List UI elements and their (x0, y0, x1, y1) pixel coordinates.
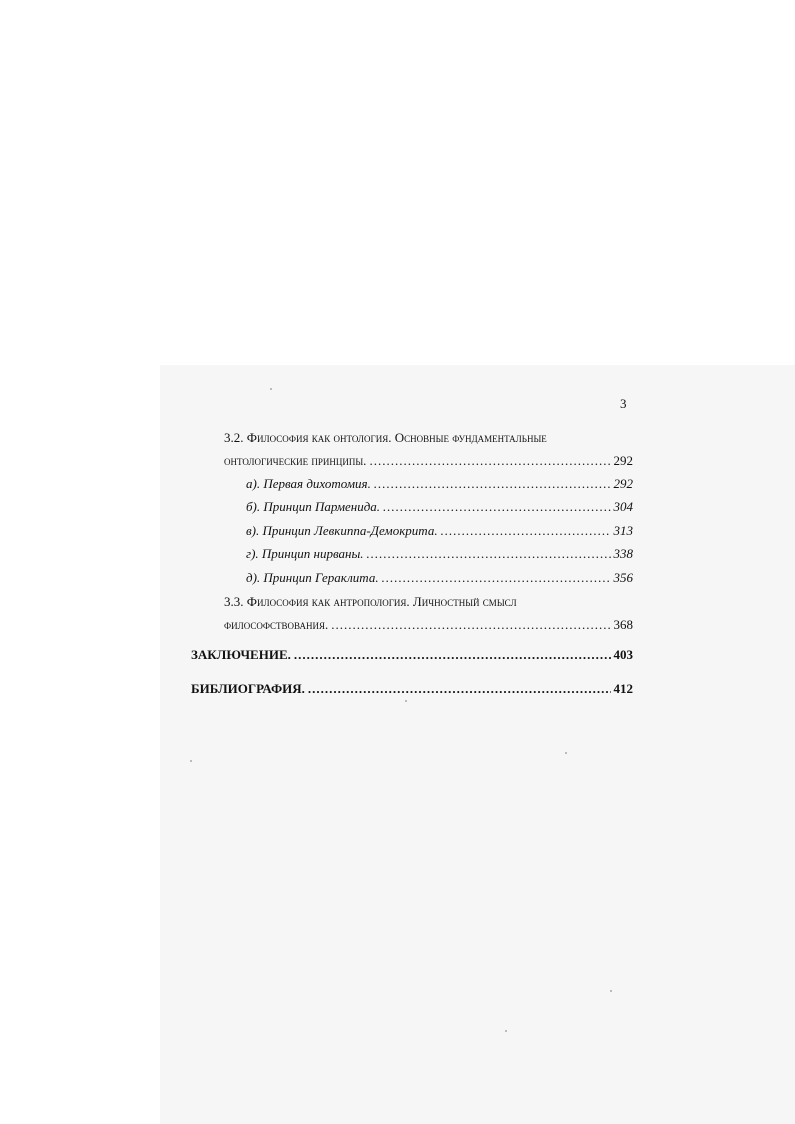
toc-leader-dots (374, 476, 611, 492)
toc-leader-dots (308, 681, 611, 697)
toc-subsection-label: г). Принцип нирваны. (246, 546, 364, 561)
toc-page-number: 313 (613, 523, 633, 538)
toc-subsection-label: в). Принцип Левкиппа-Демокрита. (246, 523, 438, 538)
toc-section-3-3-entry[interactable] (224, 617, 633, 633)
toc-page-number: 292 (613, 453, 633, 468)
toc-page-number: 412 (613, 681, 633, 696)
toc-leader-dots (382, 570, 611, 586)
toc-subsection-b[interactable] (246, 499, 633, 515)
toc-leader-dots (369, 453, 610, 469)
toc-leader-dots (383, 499, 610, 515)
toc-conclusion[interactable] (191, 647, 633, 663)
scan-speck (405, 700, 407, 702)
toc-subsection-g[interactable] (246, 546, 633, 562)
toc-section-3-2-entry[interactable] (224, 453, 633, 469)
toc-page-number: 292 (613, 476, 633, 491)
toc-leader-dots (331, 617, 610, 633)
toc-bibliography[interactable] (191, 681, 633, 697)
toc-subsection-label: д). Принцип Гераклита. (246, 570, 379, 585)
toc-leader-dots (441, 523, 611, 539)
toc-page-number: 368 (613, 617, 633, 632)
scan-speck (610, 990, 612, 992)
toc-section-3-3-title: 3.3. Философия как антропология. Личностный смысл (224, 594, 517, 609)
toc-page-number: 338 (613, 546, 633, 561)
toc-conclusion-label: ЗАКЛЮЧЕНИЕ. (191, 647, 291, 662)
toc-leader-dots (294, 647, 611, 663)
toc-page-number: 304 (613, 499, 633, 514)
toc-page-number: 356 (613, 570, 633, 585)
scan-speck (565, 752, 567, 754)
toc-bibliography-label: БИБЛИОГРАФИЯ. (191, 681, 305, 696)
toc-subsection-label: б). Принцип Парменида. (246, 499, 381, 514)
toc-section-3-2-title-cont: онтологические принципы. (224, 453, 367, 468)
page-number: 3 (620, 396, 627, 411)
toc-subsection-v[interactable] (246, 523, 633, 539)
scan-speck (190, 760, 192, 762)
scan-speck (505, 1030, 507, 1032)
toc-leader-dots (367, 546, 611, 562)
toc-section-3-2-title: 3.2. Философия как онтология. Основные фундаментальные (224, 430, 547, 445)
toc-subsection-d[interactable] (246, 570, 633, 586)
toc-subsection-label: а). Первая дихотомия. (246, 476, 371, 491)
toc-subsection-a[interactable] (246, 476, 633, 492)
scan-speck (270, 388, 272, 390)
toc-section-3-3-title-cont: философствования. (224, 617, 329, 632)
toc-page-number: 403 (613, 647, 633, 662)
